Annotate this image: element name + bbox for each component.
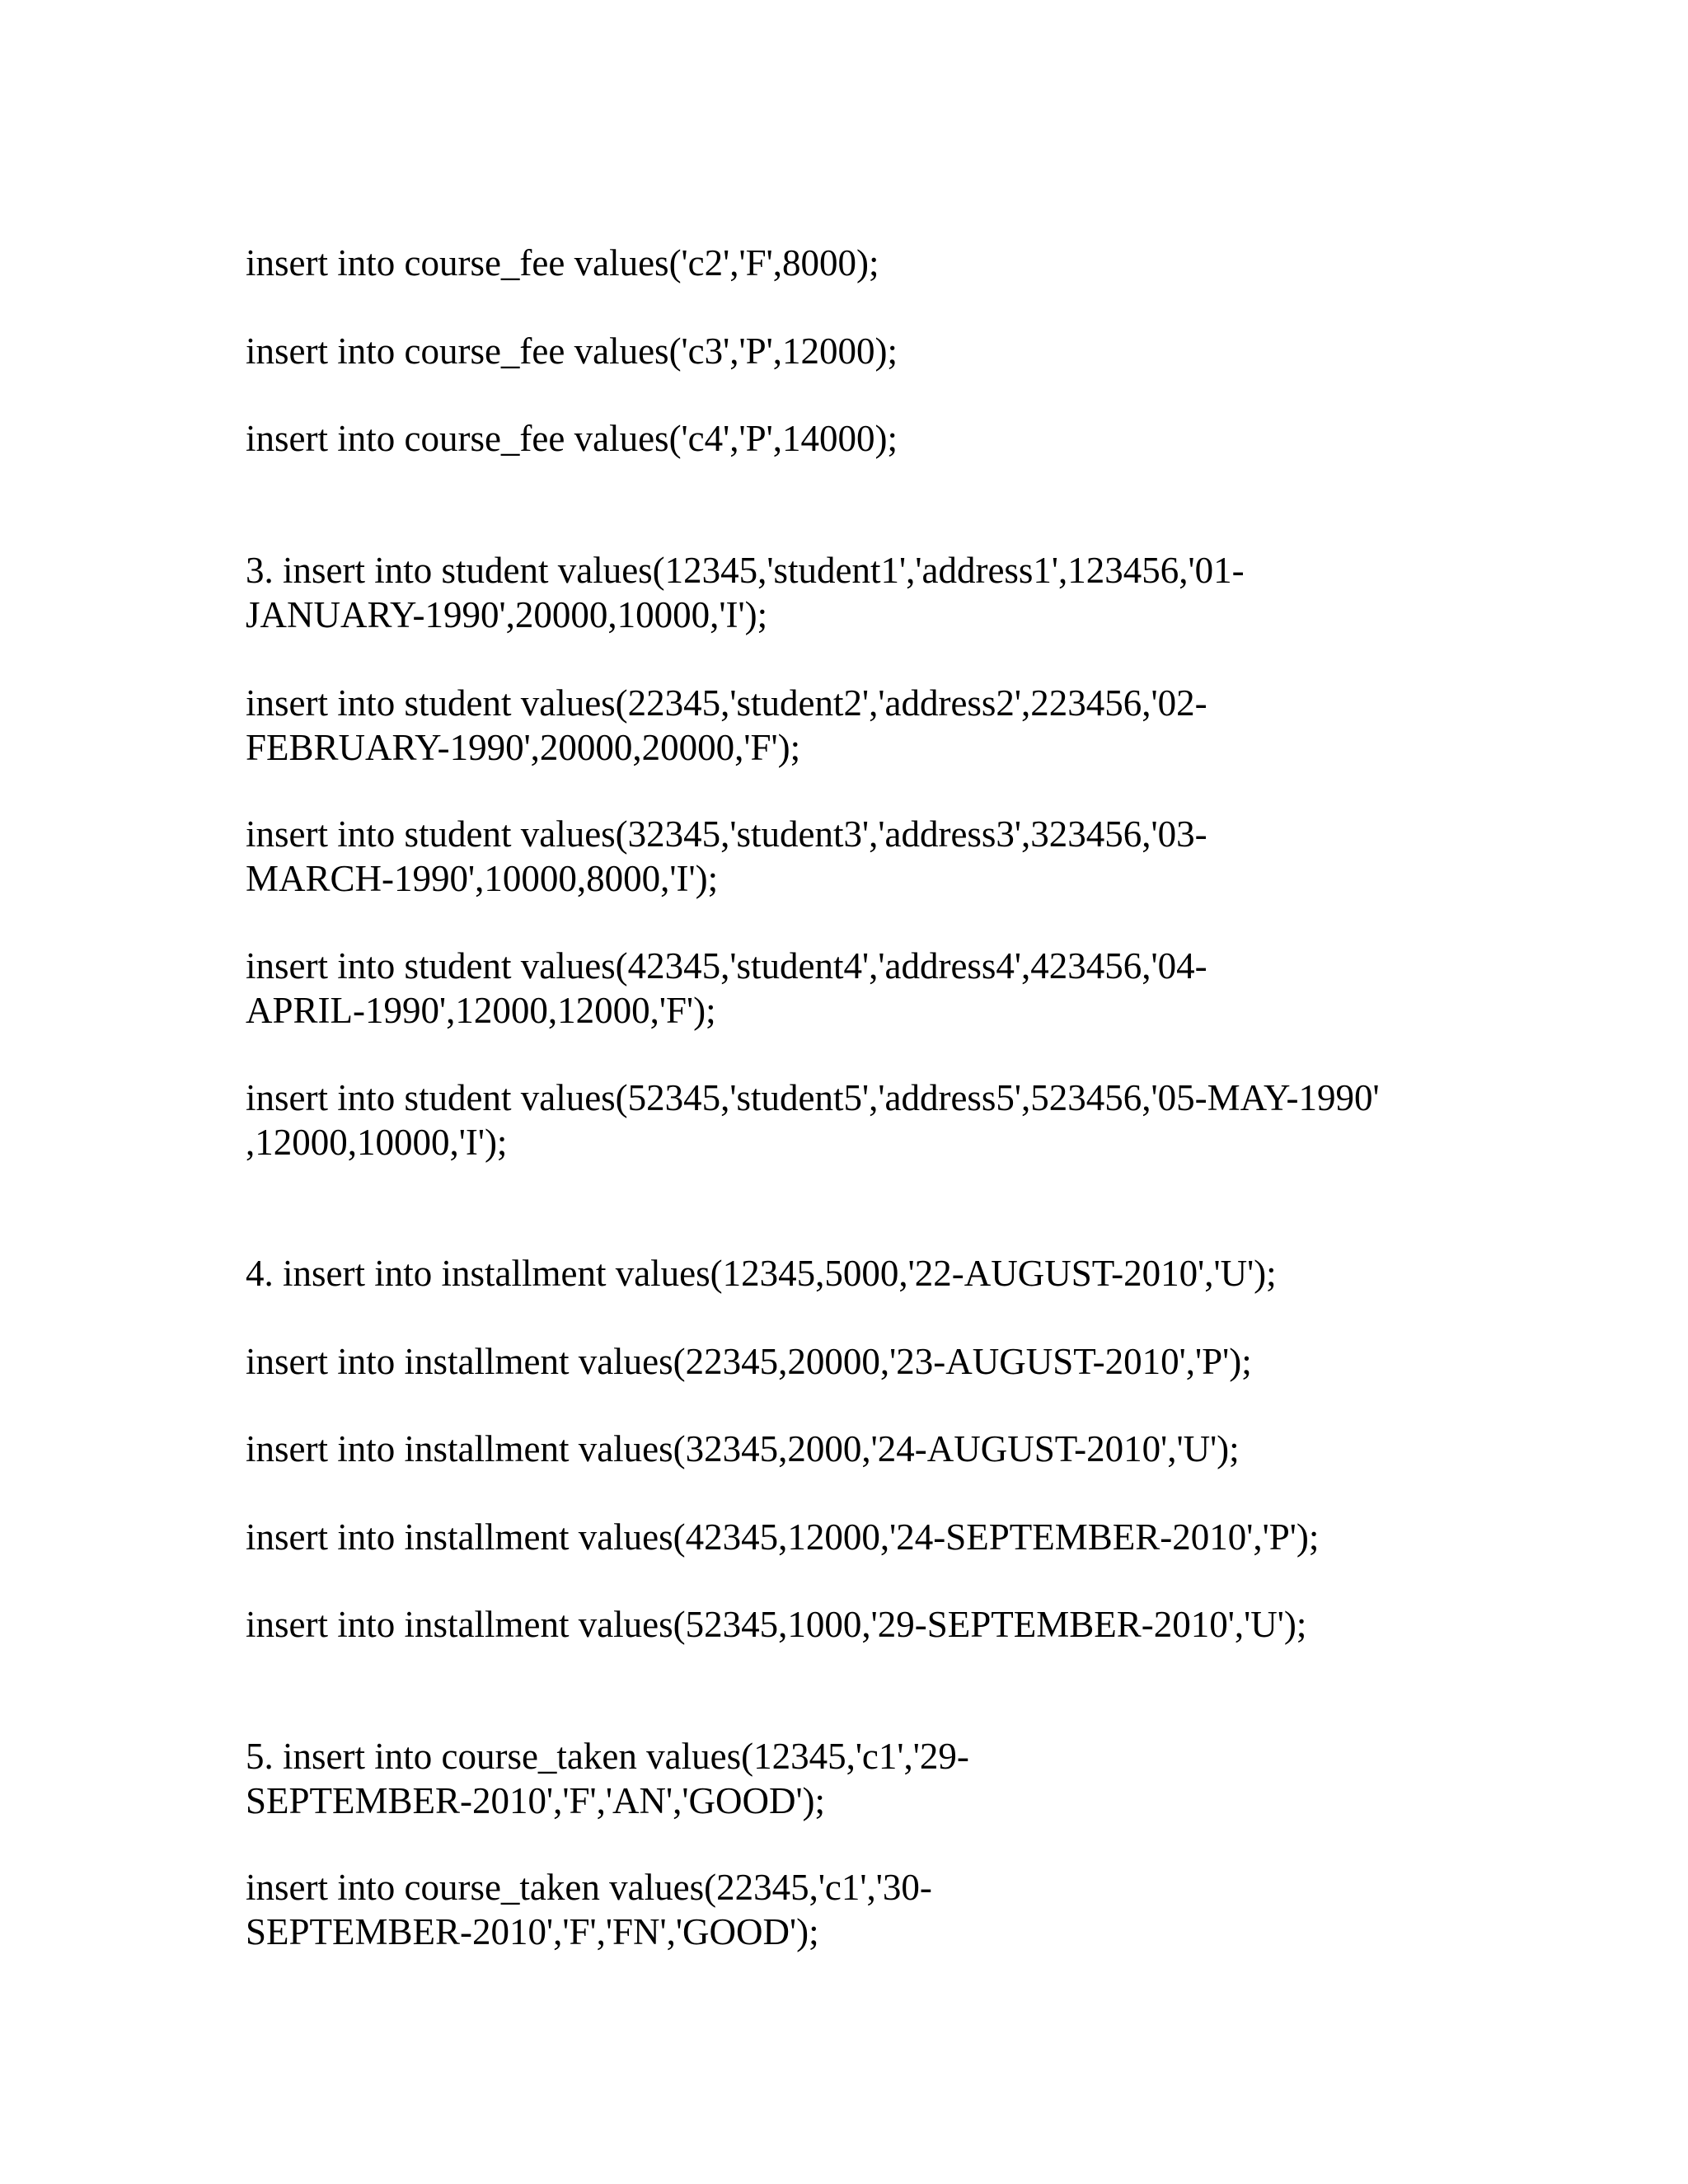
installment-insert-3: insert into installment values(32345,2000,'24-AUGUST-2010','U'); (246, 1428, 1240, 1469)
course-fee-insert-c3: insert into course_fee values('c3','P',12000); (246, 330, 898, 372)
course-taken-insert-2-line-2: SEPTEMBER-2010','F','FN','GOOD'); (246, 1911, 819, 1952)
course-fee-insert-c4: insert into course_fee values('c4','P',14000); (246, 418, 898, 459)
installment-insert-4: insert into installment values(42345,12000,'24-SEPTEMBER-2010','P'); (246, 1516, 1320, 1558)
student-insert-1-line-1: 3. insert into student values(12345,'student1','address1',123456,'01- (246, 550, 1245, 591)
installment-insert-5: insert into installment values(52345,1000,'29-SEPTEMBER-2010','U'); (246, 1604, 1307, 1645)
student-insert-5-line-1: insert into student values(52345,'student5','address5',523456,'05-MAY-1990' (246, 1077, 1380, 1118)
course-taken-insert-1-line-2: SEPTEMBER-2010','F','AN','GOOD'); (246, 1780, 826, 1821)
student-insert-3-line-2: MARCH-1990',10000,8000,'I'); (246, 858, 719, 899)
course-taken-insert-2-line-1: insert into course_taken values(22345,'c1','30- (246, 1867, 932, 1908)
student-insert-5-line-2: ,12000,10000,'I'); (246, 1122, 508, 1163)
student-insert-3-line-1: insert into student values(32345,'student3','address3',323456,'03- (246, 813, 1207, 855)
course-fee-insert-c2: insert into course_fee values('c2','F',8000); (246, 242, 879, 284)
student-insert-4-line-2: APRIL-1990',12000,12000,'F'); (246, 990, 716, 1031)
student-insert-2-line-1: insert into student values(22345,'student2','address2',223456,'02- (246, 682, 1207, 724)
student-insert-2-line-2: FEBRUARY-1990',20000,20000,'F'); (246, 727, 801, 768)
installment-insert-1: 4. insert into installment values(12345,5000,'22-AUGUST-2010','U'); (246, 1253, 1277, 1294)
course-taken-insert-1-line-1: 5. insert into course_taken values(12345,'c1','29- (246, 1736, 969, 1777)
installment-insert-2: insert into installment values(22345,20000,'23-AUGUST-2010','P'); (246, 1341, 1252, 1382)
student-insert-4-line-1: insert into student values(42345,'student4','address4',423456,'04- (246, 945, 1207, 987)
student-insert-1-line-2: JANUARY-1990',20000,10000,'I'); (246, 594, 768, 635)
